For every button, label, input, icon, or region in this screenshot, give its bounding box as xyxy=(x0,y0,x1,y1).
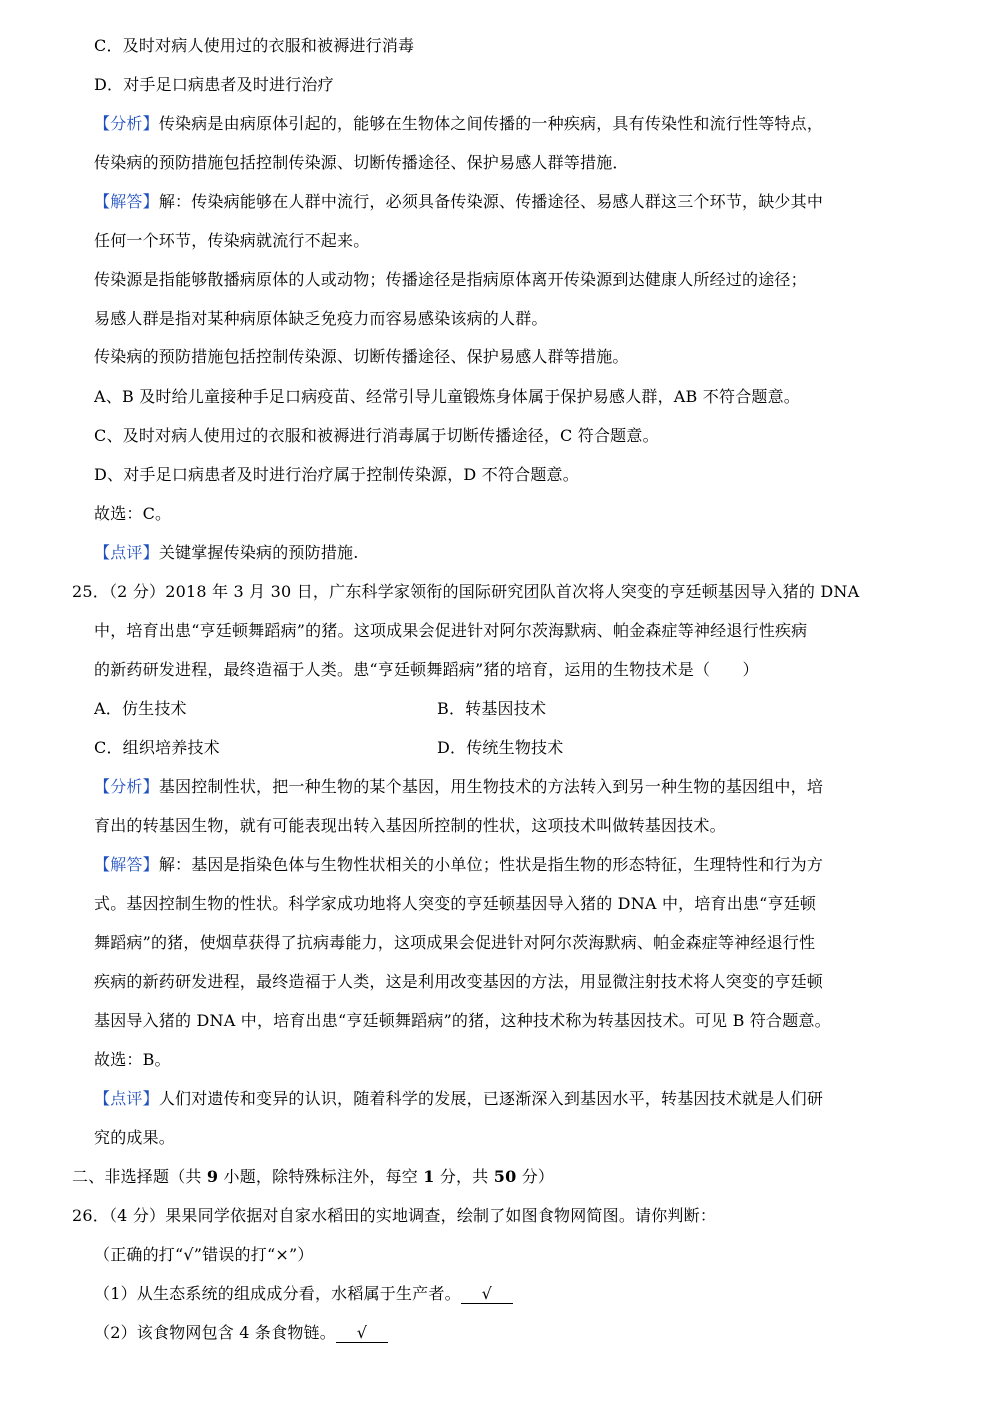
q26-item-2-text: （2）该食物网包含 4 条食物链。 xyxy=(94,1323,336,1342)
answer-text: 解：基因是指染色体与生物性状相关的小单位；性状是指生物的形态特征，生理特性和行为方 xyxy=(158,855,824,874)
q25-answer-line-4: 疾病的新药研发进程，最终造福于人类，这是利用改变基因的方法，用显微注射技术将人突变的亨廷顿 xyxy=(94,972,824,991)
points-per-blank: 1 xyxy=(423,1167,435,1186)
q26-item-1 xyxy=(94,1283,513,1305)
q25-answer xyxy=(94,854,823,876)
q24-answer-line-8: D、对手足口病患者及时进行治疗属于控制传染源，D 不符合题意。 xyxy=(94,465,579,484)
q25-stem-line-2: 中，培育出患“亨廷顿舞蹈病”的猪。这项成果会促进针对阿尔茨海默病、帕金森症等神经退行性疾病 xyxy=(94,621,808,640)
q24-answer-line-4: 易感人群是指对某种病原体缺乏免疫力而容易感染该病的人群。 xyxy=(94,309,548,328)
q24-answer-line-5: 传染病的预防措施包括控制传染源、切断传播途径、保护易感人群等措施。 xyxy=(94,347,629,366)
q24-option-c: C．及时对病人使用过的衣服和被褥进行消毒 xyxy=(94,36,415,55)
section-heading-text: 分，共 xyxy=(434,1167,494,1186)
comment-text: 关键掌握传染病的预防措施. xyxy=(158,543,359,562)
q25-answer-line-3: 舞蹈病”的猪，使烟草获得了抗病毒能力，这项成果会促进针对阿尔茨海默病、帕金森症等神经退行性 xyxy=(94,933,816,952)
q26-stem-line-1: 26．（4 分）果果同学依据对自家水稻田的实地调查，绘制了如图食物网简图。请你判断： xyxy=(72,1206,717,1225)
q25-stem-line-1: 25．（2 分）2018 年 3 月 30 日，广东科学家领衔的国际研究团队首次将人突变的亨廷顿基因导入猪的 DNA xyxy=(72,582,860,601)
q24-answer xyxy=(94,191,823,213)
section-2-heading xyxy=(72,1166,554,1188)
total-points: 50 xyxy=(493,1167,517,1186)
q24-answer-line-2: 任何一个环节，传染病就流行不起来。 xyxy=(94,231,370,250)
q24-answer-line-3: 传染源是指能够散播病原体的人或动物；传播途径是指病原体离开传染源到达健康人所经过的途径； xyxy=(94,270,807,289)
q25-option-a: A．仿生技术 xyxy=(94,699,187,718)
question-count: 9 xyxy=(206,1167,219,1186)
q26-item-1-text: （1）从生态系统的组成成分看，水稻属于生产者。 xyxy=(94,1284,461,1303)
q26-item-2-answer: √ xyxy=(336,1324,388,1343)
q25-option-c: C．组织培养技术 xyxy=(94,738,220,757)
q25-answer-line-5: 基因导入猪的 DNA 中，培育出患“亨廷顿舞蹈病”的猪，这种技术称为转基因技术。可见 B 符合题意。 xyxy=(94,1011,831,1030)
analysis-tag: 【分析】 xyxy=(94,777,159,796)
comment-tag: 【点评】 xyxy=(94,543,159,562)
comment-text: 人们对遗传和变异的认识，随着科学的发展，已逐渐深入到基因水平，转基因技术就是人们研 xyxy=(158,1089,824,1108)
section-heading-text: 小题，除特殊标注外，每空 xyxy=(218,1167,424,1186)
q25-analysis xyxy=(94,776,823,798)
q24-analysis xyxy=(94,113,823,135)
q26-item-2 xyxy=(94,1322,388,1344)
q25-analysis-cont: 育出的转基因生物，就有可能表现出转入基因所控制的性状，这项技术叫做转基因技术。 xyxy=(94,816,726,835)
answer-text: 解：传染病能够在人群中流行，必须具备传染源、传播途径、易感人群这三个环节，缺少其中 xyxy=(158,192,824,211)
q26-stem-line-2: （正确的打“√”错误的打“×”） xyxy=(94,1245,314,1264)
q24-option-d: D．对手足口病患者及时进行治疗 xyxy=(94,75,334,94)
q25-answer-line-6: 故选：B。 xyxy=(94,1050,171,1069)
q24-answer-line-7: C、及时对病人使用过的衣服和被褥进行消毒属于切断传播途径，C 符合题意。 xyxy=(94,426,659,445)
answer-tag: 【解答】 xyxy=(94,192,159,211)
q25-option-b: B．转基因技术 xyxy=(437,699,547,718)
q25-comment-cont: 究的成果。 xyxy=(94,1128,176,1147)
comment-tag: 【点评】 xyxy=(94,1089,159,1108)
section-heading-text: 分） xyxy=(516,1167,555,1186)
q25-stem-line-3: 的新药研发进程，最终造福于人类。患“亨廷顿舞蹈病”猪的培育，运用的生物技术是（ ） xyxy=(94,660,759,679)
q24-comment xyxy=(94,542,359,564)
section-heading-text: 二、非选择题（共 xyxy=(72,1167,207,1186)
q24-analysis-cont: 传染病的预防措施包括控制传染源、切断传播途径、保护易感人群等措施． xyxy=(94,153,629,172)
q25-answer-line-2: 式。基因控制生物的性状。科学家成功地将人突变的亨廷顿基因导入猪的 DNA 中，培育出患“亨廷顿 xyxy=(94,894,817,913)
q25-comment xyxy=(94,1088,823,1110)
q24-answer-line-6: A、B 及时给儿童接种手足口病疫苗、经常引导儿童锻炼身体属于保护易感人群，AB 不符合题意。 xyxy=(94,387,800,406)
q25-option-d: D．传统生物技术 xyxy=(437,738,564,757)
q24-answer-line-9: 故选：C。 xyxy=(94,504,172,523)
analysis-text: 基因控制性状，把一种生物的某个基因，用生物技术的方法转入到另一种生物的基因组中，培 xyxy=(158,777,824,796)
q26-item-1-answer: √ xyxy=(461,1285,513,1304)
analysis-tag: 【分析】 xyxy=(94,114,159,133)
answer-tag: 【解答】 xyxy=(94,855,159,874)
analysis-text: 传染病是由病原体引起的，能够在生物体之间传播的一种疾病，具有传染性和流行性等特点， xyxy=(158,114,824,133)
